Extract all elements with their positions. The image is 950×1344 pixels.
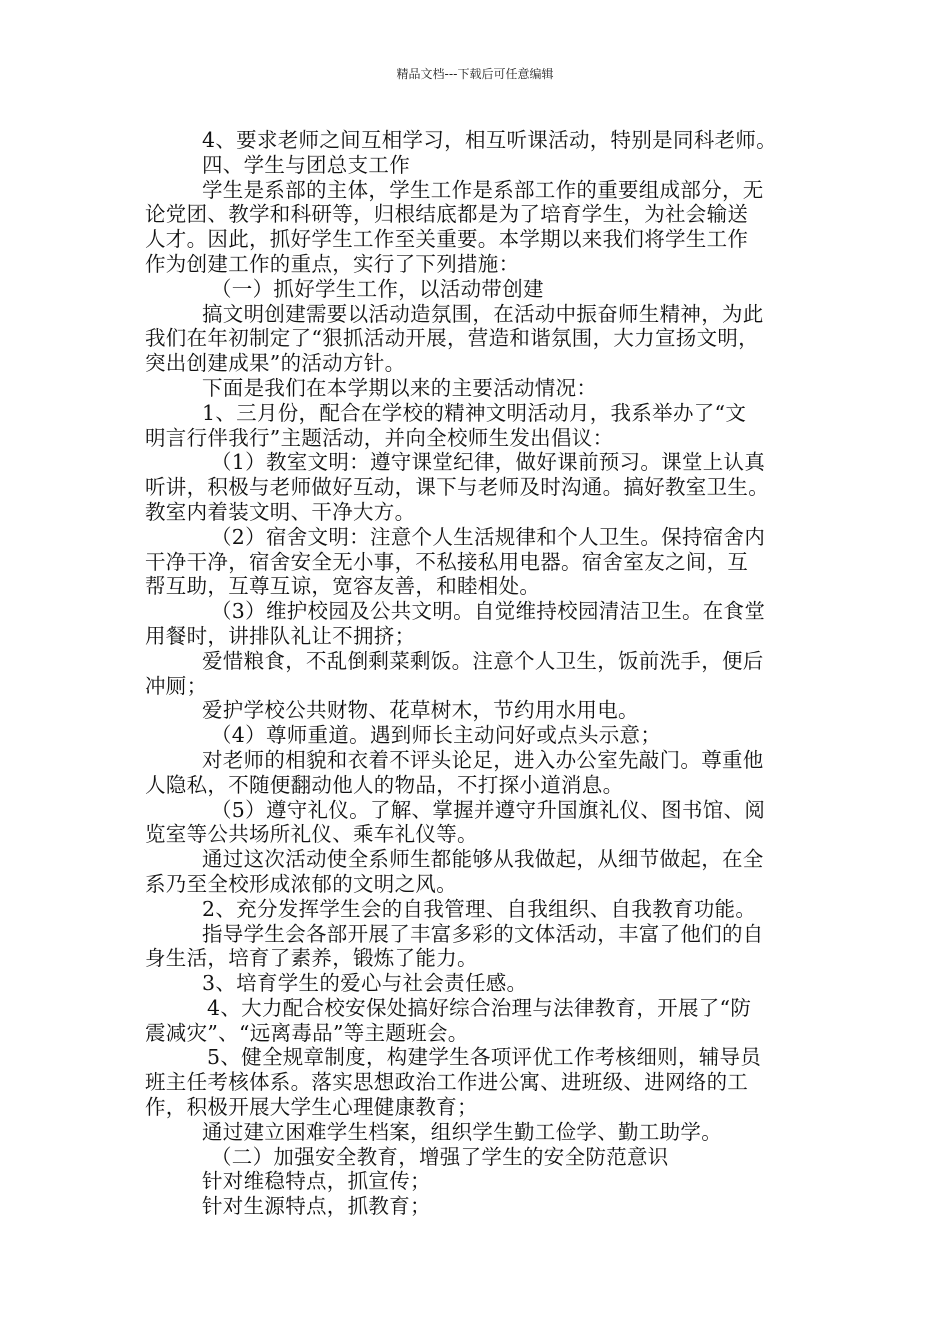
paragraph-line: 震减灾”、“远离毒品”等主题班会。 [145, 1020, 469, 1045]
paragraph-line: 通过建立困难学生档案，组织学生勤工俭学、勤工助学。 [202, 1119, 722, 1144]
paragraph-line: 人隐私，不随便翻动他人的物品，不打探小道消息。 [145, 772, 624, 797]
paragraph-line: （3）维护校园及公共文明。自觉维持校园清洁卫生。在食堂 [211, 599, 766, 624]
paragraph-line: （1）教室文明：遵守课堂纪律，做好课前预习。课堂上认真 [211, 450, 766, 475]
paragraph-line: 览室等公共场所礼仪、乘车礼仪等。 [145, 822, 478, 847]
subsection-heading: （二）加强安全教育，增强了学生的安全防范意识 [211, 1144, 669, 1169]
paragraph-line: （2）宿舍文明：注意个人生活规律和个人卫生。保持宿舍内 [211, 524, 766, 549]
paragraph-line: 3、培育学生的爱心与社会责任感。 [202, 971, 528, 996]
paragraph-line: 明言行伴我行”主题活动，并向全校师生发出倡议： [145, 425, 614, 450]
paragraph-line: 人才。因此，抓好学生工作至关重要。本学期以来我们将学生工作 [145, 227, 749, 252]
paragraph-line: 5、健全规章制度，构建学生各项评优工作考核细则，辅导员 [207, 1045, 762, 1070]
paragraph-line: 学生是系部的主体，学生工作是系部工作的重要组成部分，无 [202, 177, 764, 202]
paragraph-line: 突出创建成果”的活动方针。 [145, 351, 406, 376]
paragraph-line: 针对生源特点，抓教育； [202, 1194, 431, 1219]
page-header: 精品文档---下载后可任意编辑 [396, 67, 554, 81]
paragraph-line: 爱护学校公共财物、花草树木，节约用水用电。 [202, 698, 639, 723]
paragraph-line: 我们在年初制定了“狠抓活动开展，营造和谐氛围，大力宣扬文明， [145, 326, 759, 351]
subsection-heading: （一）抓好学生工作，以活动带创建 [211, 276, 544, 301]
paragraph-line: 帮互助，互尊互谅，宽容友善，和睦相处。 [145, 574, 541, 599]
paragraph-line: 听讲，积极与老师做好互动，课下与老师及时沟通。搞好教室卫生。 [145, 475, 769, 500]
paragraph-line: 论党团、教学和科研等，归根结底都是为了培育学生，为社会输送 [145, 202, 749, 227]
paragraph-line: （5）遵守礼仪。了解、掌握并遵守升国旗礼仪、图书馆、阅 [211, 797, 766, 822]
section-heading: 四、学生与团总支工作 [202, 152, 410, 177]
paragraph-line: （4）尊师重道。遇到师长主动问好或点头示意； [211, 723, 662, 748]
paragraph-line: 教室内着装文明、干净大方。 [145, 499, 416, 524]
paragraph-line: 搞文明创建需要以活动造氛围，在活动中振奋师生精神，为此 [202, 301, 764, 326]
paragraph-line: 作，积极开展大学生心理健康教育； [145, 1095, 478, 1120]
paragraph-line: 爱惜粮食，不乱倒剩菜剩饭。注意个人卫生，饭前洗手，便后 [202, 648, 764, 673]
paragraph-line: 指导学生会各部开展了丰富多彩的文体活动，丰富了他们的自 [202, 921, 764, 946]
paragraph-line: 通过这次活动使全系师生都能够从我做起，从细节做起，在全 [202, 847, 764, 872]
paragraph-line: 系乃至全校形成浓郁的文明之风。 [145, 871, 457, 896]
paragraph-line: 下面是我们在本学期以来的主要活动情况： [202, 375, 598, 400]
paragraph-line: 用餐时，讲排队礼让不拥挤； [145, 623, 416, 648]
paragraph-line: 冲厕； [145, 673, 208, 698]
paragraph-line: 2、充分发挥学生会的自我管理、自我组织、自我教育功能。 [202, 896, 757, 921]
paragraph-line: 针对维稳特点，抓宣传； [202, 1169, 431, 1194]
paragraph-line: 身生活，培育了素养，锻炼了能力。 [145, 946, 478, 971]
paragraph-line: 对老师的相貌和衣着不评头论足，进入办公室先敲门。尊重他 [202, 747, 764, 772]
paragraph-line: 4、大力配合校安保处搞好综合治理与法律教育，开展了“防 [207, 995, 752, 1020]
paragraph-line: 作为创建工作的重点，实行了下列措施： [145, 251, 520, 276]
document-body [145, 128, 825, 1219]
paragraph-line: 干净干净，宿舍安全无小事，不私接私用电器。宿舍室友之间，互 [145, 549, 749, 574]
paragraph-line: 1、三月份，配合在学校的精神文明活动月，我系举办了“文 [202, 400, 747, 425]
paragraph-line: 4、要求老师之间互相学习，相互听课活动，特别是同科老师。 [202, 128, 777, 152]
paragraph-line: 班主任考核体系。落实思想政治工作进公寓、进班级、进网络的工 [145, 1070, 749, 1095]
